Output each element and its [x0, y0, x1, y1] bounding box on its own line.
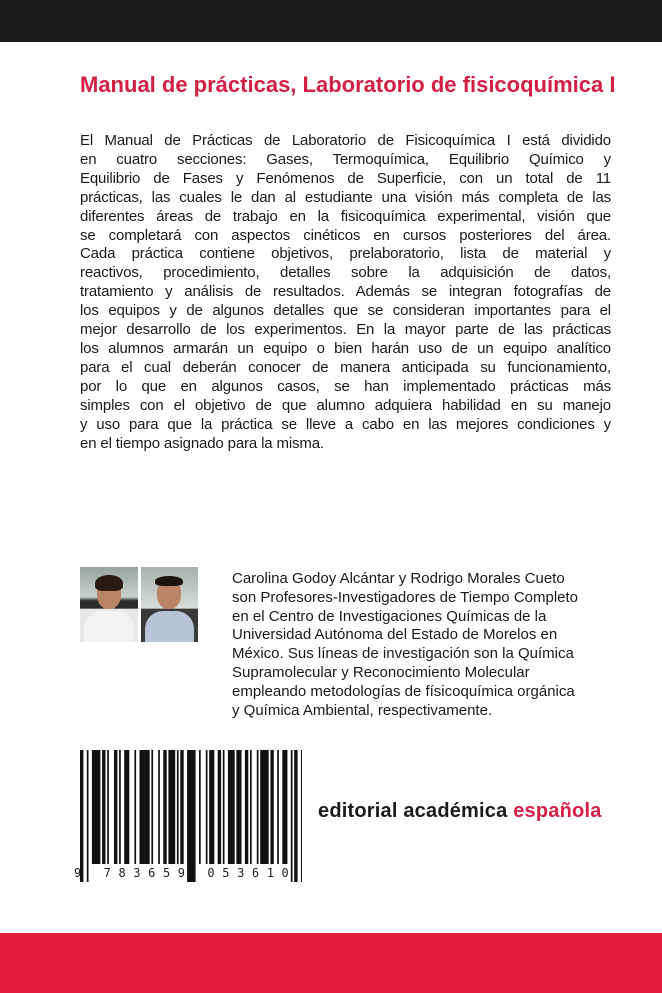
description-line: se completará con aspectos cinéticos en cursos posteriores del área.	[80, 226, 611, 244]
description-line: diferentes áreas de trabajo en la fisicoquímica experimental, visión que	[80, 207, 611, 225]
description-line: y uso para que la práctica se lleve a cabo en las mejores condiciones y	[80, 415, 611, 433]
author-bio-line: empleando metodologías de físicoquímica orgánica	[232, 682, 575, 700]
publisher-name: editorial académica	[318, 800, 508, 822]
barcode-bar	[209, 750, 214, 864]
author-bio-line: Supramolecular y Reconocimiento Molecular	[232, 663, 530, 681]
barcode-bar	[250, 750, 252, 864]
description-line: reactivos, procedimiento, detalles sobre la adquisición de datos,	[80, 264, 611, 282]
description-line: en cuatro secciones: Gases, Termoquímica, Equilibrio Químico y	[80, 150, 611, 168]
description-line: Cada práctica contiene objetivos, prelaboratorio, lista de material y	[80, 245, 611, 263]
barcode-bar	[223, 750, 225, 864]
description-line: tratamiento y análisis de resultados. Además se integran fotografías de	[80, 283, 611, 301]
book-title: Manual de prácticas, Laboratorio de fisicoquímica I	[80, 72, 616, 97]
barcode-bar	[177, 750, 179, 864]
barcode-bar	[107, 750, 109, 864]
barcode-bar	[228, 750, 235, 864]
description-line: Equilibrio de Fases y Fenómenos de Superficie, con un total de 11	[80, 169, 611, 187]
author-bio-line: y Química Ambiental, respectivamente.	[232, 701, 493, 719]
author-bio-line: Universidad Autónoma del Estado de Morelos en	[232, 626, 558, 644]
author-photo-carolina	[80, 567, 138, 642]
barcode-bar	[236, 750, 241, 864]
author-bio-line: Carolina Godoy Alcántar y Rodrigo Morales Cueto	[232, 570, 565, 587]
barcode-bar	[163, 750, 166, 864]
description-line: los alumnos armarán un equipo o bien harán uso de un equipo analítico	[80, 339, 611, 357]
barcode-bar	[294, 750, 297, 882]
author-bio-line: en el Centro de Investigaciones Químicas de la	[232, 607, 547, 625]
barcode-bar	[140, 750, 150, 864]
barcode-bar	[270, 750, 273, 864]
barcode-bar	[187, 750, 196, 882]
description-line: prácticas, las cuales le dan al estudiante una visión más completa de las	[80, 188, 611, 206]
book-description	[80, 132, 611, 453]
author-photos	[80, 567, 198, 642]
description-line: los equipos y de algunos detalles que se consideran importantes para el	[80, 302, 611, 320]
barcode-bar	[218, 750, 221, 864]
author-bio-line: México. Sus líneas de investigación son la Química	[232, 645, 574, 663]
isbn-number: 9 783659 053610	[74, 866, 297, 880]
barcode-bar	[134, 750, 136, 864]
barcode-bar	[199, 750, 201, 864]
description-line: El Manual de Prácticas de Laboratorio de Fisicoquímica I está dividido	[80, 132, 611, 149]
description-line: para el cual deberán conocer de manera anticipada su funcionamiento,	[80, 358, 611, 376]
publisher-logo	[318, 800, 602, 823]
bottom-band	[0, 933, 662, 993]
description-line: por lo que en algunos casos, se han implementado prácticas más	[80, 377, 611, 395]
author-photo-rodrigo	[141, 567, 199, 642]
barcode-bar	[291, 750, 293, 882]
barcode-bar	[124, 750, 129, 864]
barcode-bar	[180, 750, 183, 864]
barcode-bar	[277, 750, 279, 864]
barcode-bar	[301, 750, 302, 882]
barcode-bar	[114, 750, 117, 864]
barcode-bar	[80, 750, 83, 882]
barcode-bar	[119, 750, 121, 864]
barcode-bar	[151, 750, 153, 864]
barcode-bar	[102, 750, 105, 864]
barcode-bar	[257, 750, 259, 864]
barcode-bar	[168, 750, 175, 864]
description-line: en el tiempo asignado para la misma.	[80, 434, 324, 452]
author-bio	[232, 570, 632, 720]
description-line: simples con el objetivo de que alumno adquiera habilidad en su manejo	[80, 396, 611, 414]
barcode-bar	[206, 750, 208, 864]
barcode-bar	[282, 750, 287, 864]
description-line: mejor desarrollo de los experimentos. En la mayor parte de las prácticas	[80, 321, 611, 339]
barcode-bar	[87, 750, 89, 882]
author-bio-line: son Profesores-Investigadores de Tiempo Completo	[232, 588, 579, 606]
barcode-bar	[245, 750, 248, 864]
barcode-bar	[92, 750, 101, 864]
barcode-bar	[158, 750, 160, 864]
publisher-name-accent: española	[513, 800, 602, 822]
barcode-bar	[260, 750, 269, 864]
barcode	[80, 750, 302, 882]
top-bar	[0, 0, 662, 42]
